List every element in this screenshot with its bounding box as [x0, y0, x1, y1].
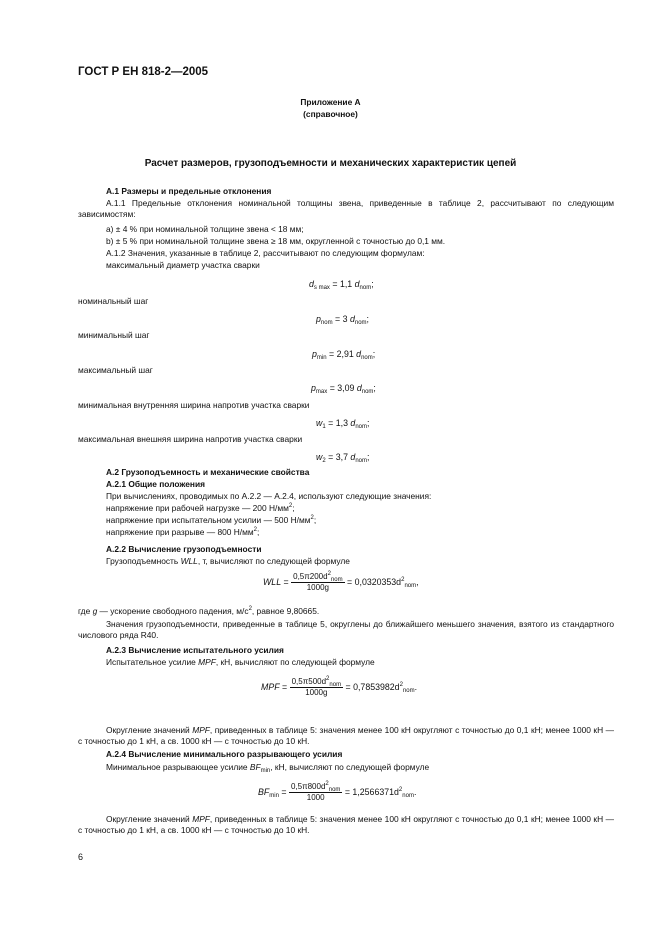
label-ds-max: максимальный диаметр участка сварки: [106, 260, 260, 270]
subsection-a21-heading: А.2.1 Общие положения: [106, 479, 205, 489]
list-item-a: а) ± 4 % при номинальной толщине звена < 18 мм;: [106, 224, 304, 234]
formula-w2: $w_2 = 3,7$ $d_{nom}$;: [316, 452, 370, 464]
paragraph-a22: Грузоподъемность WLL, т, вычисляют по следующей формуле: [106, 556, 350, 566]
paragraph-a11: А.1.1 Предельные отклонения номинальной толщины звена, приведенные в таблице 2, рассчитывают по следующим зависимостям:: [78, 198, 614, 219]
list-item-b: b) ± 5 % при номинальной толщине звена ≥ 18 мм, округленной с точностью до 0,1 мм.: [106, 236, 446, 246]
paragraph-rounding-bf: Округление значений MPF, приведенных в таблице 5: значения менее 100 кН округляют с точностью до 0,1 кН; менее 1000 кН — с точностью до 1 кН, а св. 1000 кН — с точностью до 10 кН.: [78, 814, 614, 835]
document-header: ГОСТ Р ЕН 818-2—2005: [78, 66, 209, 78]
paragraph-a12: А.1.2 Значения, указанные в таблице 2, рассчитывают по следующим формулам:: [106, 248, 425, 258]
formula-mpf: MPF = $\frac{0,5\pi 500d^2_{nom}}{1000g}$ = $0,7853982d^2_{nom}$.: [261, 676, 418, 697]
label-w2: максимальная внешняя ширина напротив участка сварки: [78, 434, 303, 444]
formula-p-nom: $p_{nom} = 3$ $d_{nom}$;: [316, 314, 369, 326]
paragraph-rounding-mpf: Округление значений MPF, приведенных в таблице 5: значения менее 100 кН округляют с точностью до 0,1 кН; менее 1000 кН — с точностью до 1 кН, а св. 1000 кН — с точностью до 10 кН.: [78, 725, 614, 746]
stress-working-load: напряжение при рабочей нагрузке — 200 $Н/мм^2$;: [106, 503, 295, 513]
stress-test-force: напряжение при испытательном усилии — 500 $Н/мм^2$;: [106, 515, 317, 525]
section-a2-heading: А.2 Грузоподъемность и механические свойства: [106, 467, 310, 477]
page-number: 6: [78, 852, 84, 862]
g-definition: где g — ускорение свободного падения, $м/с^2$, равное 9,80665.: [78, 606, 320, 616]
formula-bf-min: $BF_{min}$ = $\frac{0,5\pi 800d^2_{nom}}{1000}$ = $1,2566371d^2_{nom}$.: [258, 781, 417, 802]
label-w1: минимальная внутренняя ширина напротив участка сварки: [78, 400, 310, 410]
label-p-min: минимальный шаг: [78, 330, 150, 340]
main-title: Расчет размеров, грузоподъемности и механических характеристик цепей: [144, 158, 517, 169]
formula-w1: $w_1 = 1,3$ $d_{nom}$;: [316, 418, 370, 430]
formula-p-max: $p_{max} = 3,09$ $d_{nom}$;: [311, 383, 376, 395]
subsection-a23-heading: А.2.3 Вычисление испытательного усилия: [106, 645, 284, 655]
subsection-a22-heading: А.2.2 Вычисление грузоподъемности: [106, 544, 262, 554]
label-p-nom: номинальный шаг: [78, 296, 149, 306]
stress-breaking: напряжение при разрыве — 800 $Н/мм^2$;: [106, 527, 260, 537]
section-a1-heading: А.1 Размеры и предельные отклонения: [106, 186, 272, 196]
paragraph-a21: При вычислениях, проводимых по А.2.2 — А.2.4, используют следующие значения:: [106, 491, 432, 501]
label-p-max: максимальный шаг: [78, 365, 153, 375]
paragraph-a24: Минимальное разрывающее усилие $BF_{min}$, кН, вычисляют по следующей формуле: [106, 762, 430, 774]
formula-p-min: $p_{min} = 2,91$ $d_{nom}$;: [312, 349, 376, 361]
subsection-a24-heading: А.2.4 Вычисление минимального разрывающего усилия: [106, 749, 343, 759]
formula-wll: WLL = $\frac{0,5\pi 200d^2_{nom}}{1000g}$ = $0,0320353d^2_{nom}$,: [263, 571, 419, 592]
paragraph-rounding-r40: Значения грузоподъемности, приведенные в таблице 5, округлены до ближайшего меньшего значения, взятого из стандартного числового ряда R40.: [78, 619, 614, 640]
annex-title: Приложение А: [300, 97, 361, 107]
formula-ds-max: $d_{s max} = 1,1$ $d_{nom}$;: [309, 279, 374, 291]
annex-subtitle: (справочное): [303, 109, 358, 119]
paragraph-a23: Испытательное усилие MPF, кН, вычисляют по следующей формуле: [106, 657, 375, 667]
